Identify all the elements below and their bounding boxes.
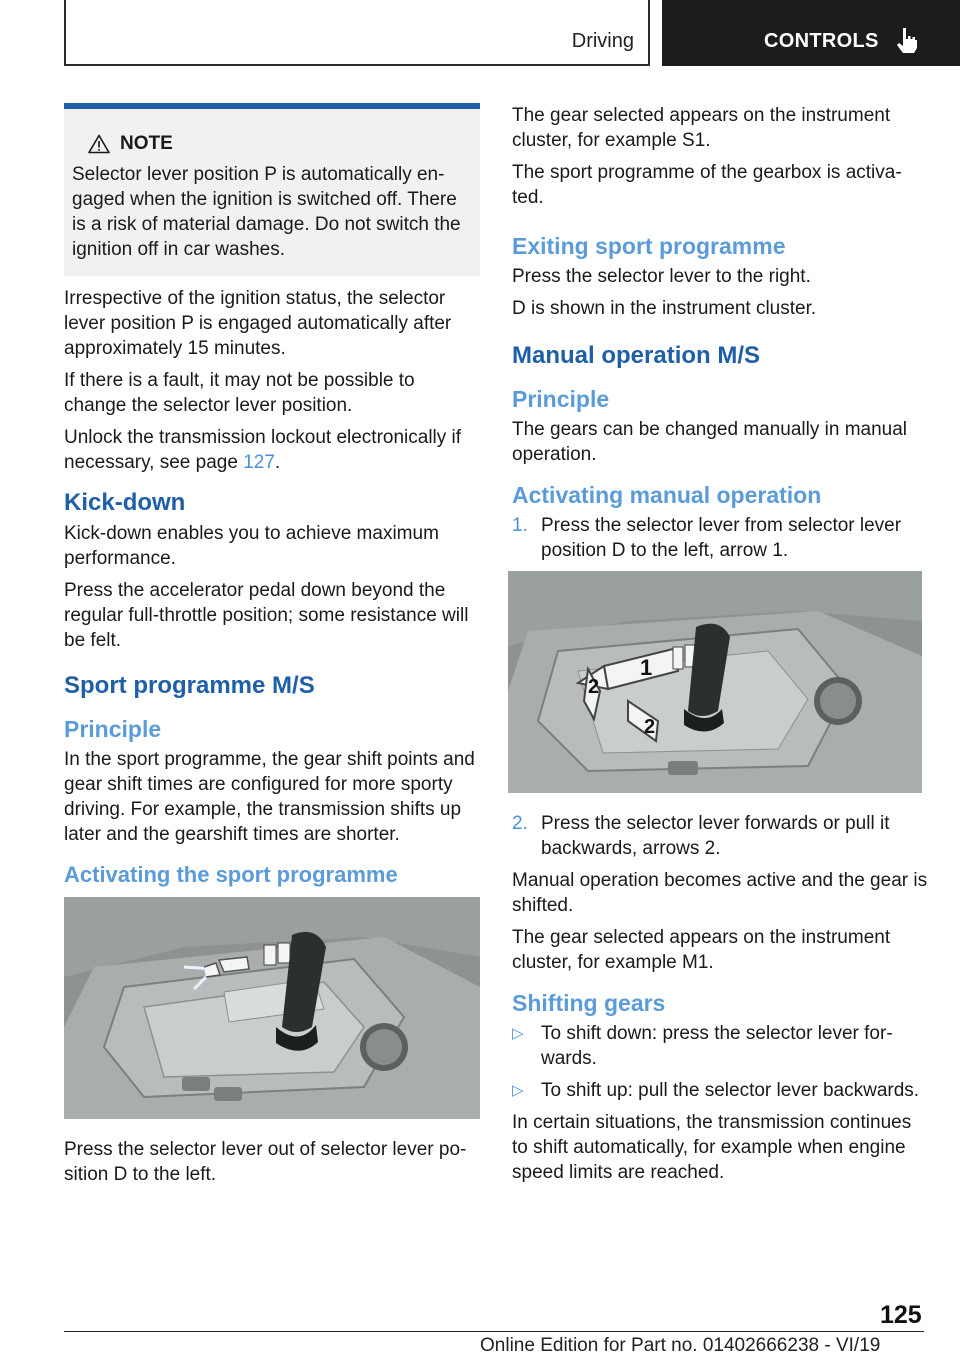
paragraph-unlock (64, 425, 480, 475)
step-1 (512, 513, 930, 563)
bullet-shift-down (512, 1021, 930, 1071)
heading-activating-sport: Activating the sport programme (64, 862, 398, 887)
step-1-number: 1. (512, 515, 528, 536)
note-text: Selector lever position P is automatically en-gaged when the ignition is switched off. There is a risk of material damage. Do not switch the ignition off in car washes. (72, 164, 461, 260)
note-box (64, 103, 480, 276)
fig-arrow-2b-label: 2 (644, 716, 656, 738)
heading-principle: Principle (64, 716, 162, 742)
left-column (64, 103, 480, 1194)
header-section-box (64, 0, 650, 66)
heading-activating-manual: Activating manual operation (512, 482, 822, 508)
header-chapter-box (662, 0, 960, 66)
paragraph-ignition: Irrespective of the ignition status, the selector lever position P is engaged automatically after approximately 15 minutes. (64, 288, 452, 359)
paragraph-fault: If there is a fault, it may not be possible to change the selector lever position. (64, 370, 415, 416)
paragraph-manual-active: Manual operation becomes active and the gear is shifted. (512, 870, 928, 916)
bullet-shift-down-text: To shift down: press the selector lever for-wards. (541, 1023, 893, 1069)
header-section-title: Driving (571, 30, 634, 52)
hand-pointer-icon (894, 26, 920, 54)
paragraph-exit-1: Press the selector lever to the right. (512, 266, 811, 287)
triangle-bullet-icon: ▷ (512, 1082, 524, 1099)
paragraph-activating-sport: Press the selector lever out of selector lever po-sition D to the left. (64, 1139, 467, 1185)
heading-exiting-sport: Exiting sport programme (512, 233, 786, 259)
header-chapter-title: CONTROLS (764, 30, 879, 52)
paragraph-principle: In the sport programme, the gear shift points and gear shift times are configured for more sporty driving. For example, the transmission shifts up later and the gearshift times are shorter. (64, 749, 475, 845)
step-2 (512, 811, 930, 861)
right-column (512, 103, 930, 1192)
step-2-number: 2. (512, 813, 528, 834)
heading-manual-operation: Manual operation M/S (512, 342, 761, 369)
manual-lever-illustration (508, 571, 922, 793)
figure-selector-lever-manual (508, 571, 922, 793)
footer-divider (64, 1331, 924, 1332)
heading-kickdown: Kick-down (64, 489, 186, 516)
paragraph-gear-s1: The gear selected appears on the instrument cluster, for example S1. (512, 105, 891, 151)
paragraph-gear-m1: The gear selected appears on the instrument cluster, for example M1. (512, 927, 891, 973)
warning-triangle-icon (88, 134, 110, 154)
heading-principle-manual: Principle (512, 386, 610, 412)
paragraph-unlock-text: Unlock the transmission lockout electronically if necessary, see page (64, 427, 462, 473)
paragraph-unlock-end: . (274, 452, 281, 473)
step-1-text: Press the selector lever from selector lever position D to the left, arrow 1. (541, 515, 902, 561)
paragraph-kickdown-1: Kick-down enables you to achieve maximum performance. (64, 523, 439, 569)
fig-arrow-2a-label: 2 (588, 676, 600, 698)
page-number: 125 (880, 1301, 922, 1329)
paragraph-closing: In certain situations, the transmission continues to shift automatically, for example when engine speed limits are reached. (512, 1112, 912, 1183)
bullet-shift-up (512, 1078, 930, 1103)
paragraph-kickdown-2: Press the accelerator pedal down beyond the regular full-throttle position; some resistance will be felt. (64, 580, 469, 651)
heading-shifting-gears: Shifting gears (512, 990, 666, 1016)
fig-arrow-1-label: 1 (640, 655, 653, 680)
paragraph-exit-2: D is shown in the instrument cluster. (512, 298, 817, 319)
paragraph-sport-activated: The sport programme of the gearbox is activa-ted. (512, 162, 902, 208)
step-2-text: Press the selector lever forwards or pull it backwards, arrows 2. (541, 813, 890, 859)
heading-sport-programme: Sport programme M/S (64, 672, 315, 699)
triangle-bullet-icon: ▷ (512, 1025, 524, 1042)
paragraph-principle-manual: The gears can be changed manually in manual operation. (512, 419, 908, 465)
page-link[interactable]: 127 (243, 452, 275, 473)
bullet-shift-up-text: To shift up: pull the selector lever backwards. (541, 1080, 920, 1101)
footer-edition: Online Edition for Part no. 01402666238 - VI/19 (480, 1335, 881, 1356)
selector-lever-illustration (64, 897, 480, 1119)
note-title: NOTE (120, 133, 173, 154)
figure-selector-lever-sport (64, 897, 480, 1119)
